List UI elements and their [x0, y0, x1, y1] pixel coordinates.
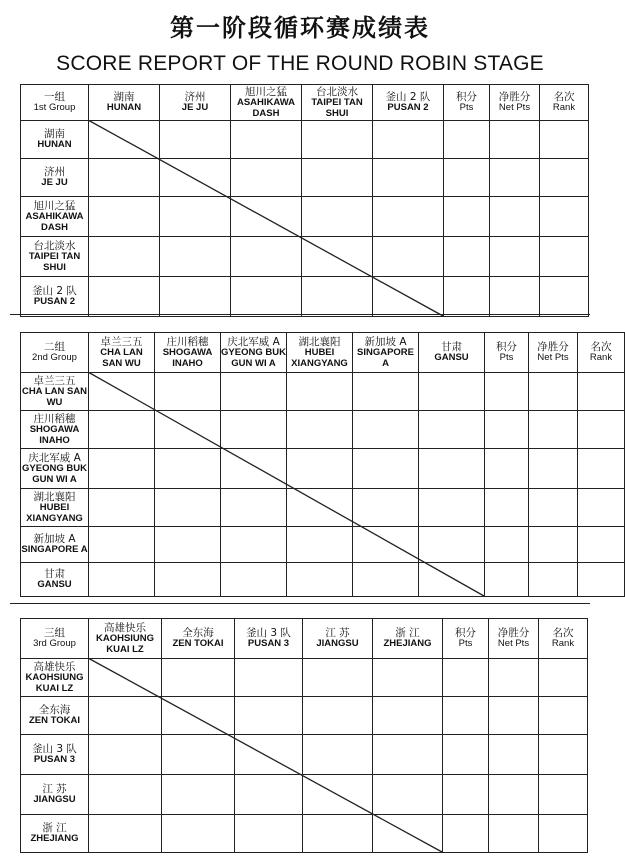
team-name-english: SHOGAWA INAHO	[162, 347, 213, 369]
stat-label-chinese: 名次	[590, 341, 612, 354]
diagonal-cell	[89, 373, 155, 411]
team-row	[21, 277, 589, 317]
group-2-score-table	[20, 332, 613, 597]
net-points-cell[interactable]	[490, 277, 540, 317]
score-cell[interactable]	[221, 489, 287, 527]
group-3-score-table	[20, 618, 588, 853]
score-cell[interactable]	[419, 449, 485, 489]
team-name-chinese: 江 苏	[42, 783, 67, 796]
team-row-header	[21, 121, 89, 159]
group-name-english: 1st Group	[33, 102, 76, 114]
diagonal-cell	[235, 735, 303, 775]
team-row-header	[21, 659, 89, 697]
team-name-chinese: 台北淡水	[33, 240, 76, 252]
team-name-english: GYEONG BUK GUN WI A	[221, 347, 286, 369]
diagonal-cell	[160, 159, 231, 197]
team-column-header	[221, 333, 287, 373]
net-points-cell[interactable]	[490, 121, 540, 159]
diagonal-cell	[89, 121, 160, 159]
score-table	[20, 332, 625, 597]
team-name-chinese: 甘肃	[441, 341, 462, 354]
team-name-english: ZEN TOKAI	[28, 715, 81, 727]
team-name-english: GANSU	[434, 352, 469, 364]
points-cell[interactable]	[443, 659, 489, 697]
stat-label-english: Pts	[458, 638, 473, 650]
group-name-chinese: 二组	[44, 341, 65, 354]
rank-cell[interactable]	[578, 527, 625, 563]
team-row-header	[21, 159, 89, 197]
team-name-english: GYEONG BUK GUN WI A	[22, 463, 87, 485]
team-row	[21, 237, 589, 277]
score-cell[interactable]	[162, 815, 235, 853]
group-name-english: 3rd Group	[33, 638, 76, 650]
score-cell[interactable]	[160, 121, 231, 159]
score-cell[interactable]	[353, 489, 419, 527]
team-name-english: PUSAN 3	[247, 638, 290, 650]
group-label-cell	[21, 333, 89, 373]
score-cell[interactable]	[419, 373, 485, 411]
score-cell[interactable]	[231, 277, 302, 317]
rank-cell[interactable]	[578, 449, 625, 489]
team-row	[21, 411, 625, 449]
team-row	[21, 489, 625, 527]
team-row	[21, 815, 588, 853]
team-column-header	[302, 85, 373, 121]
diagonal-cell	[287, 489, 353, 527]
team-column-header	[160, 85, 231, 121]
score-table	[20, 618, 588, 853]
team-row-header	[21, 697, 89, 735]
group-label-cell	[21, 85, 89, 121]
score-cell[interactable]	[287, 527, 353, 563]
rank-cell[interactable]	[540, 121, 589, 159]
stat-label-english: Pts	[499, 352, 514, 364]
score-cell[interactable]	[89, 697, 162, 735]
team-name-chinese: 庆北军威 A	[28, 452, 81, 464]
score-cell[interactable]	[89, 563, 155, 597]
team-name-chinese: 庄川稻穗	[33, 413, 76, 425]
score-cell[interactable]	[89, 449, 155, 489]
score-cell[interactable]	[89, 489, 155, 527]
score-cell[interactable]	[221, 373, 287, 411]
team-name-english: HUNAN	[37, 139, 72, 151]
stat-label-chinese: 净胜分	[537, 341, 569, 354]
rank-cell[interactable]	[578, 411, 625, 449]
net-points-cell[interactable]	[489, 659, 539, 697]
score-cell[interactable]	[302, 277, 373, 317]
team-name-chinese: 釜山 2 队	[385, 91, 431, 104]
score-cell[interactable]	[89, 237, 160, 277]
team-row	[21, 735, 588, 775]
diagonal-cell	[373, 815, 443, 853]
points-cell[interactable]	[485, 411, 529, 449]
diagonal-cell	[419, 563, 485, 597]
rank-cell[interactable]	[540, 237, 589, 277]
team-name-chinese: 湖北襄阳	[33, 491, 76, 503]
rank-cell[interactable]	[539, 697, 588, 735]
net-points-cell[interactable]	[489, 697, 539, 735]
team-name-chinese: 旭川之猛	[33, 200, 76, 212]
team-name-chinese: 济州	[184, 91, 206, 104]
diagonal-cell	[231, 197, 302, 237]
stat-label-english: Rank	[589, 352, 613, 364]
team-row	[21, 527, 625, 563]
net-points-cell[interactable]	[529, 527, 578, 563]
team-name-chinese: 江 苏	[325, 627, 350, 640]
team-name-chinese: 台北淡水	[316, 86, 358, 98]
team-name-english: JE JU	[41, 177, 68, 189]
team-name-chinese: 高雄快乐	[104, 622, 146, 634]
points-cell[interactable]	[485, 527, 529, 563]
group-name-english: 2nd Group	[32, 352, 77, 364]
team-row-header	[21, 277, 89, 317]
score-cell[interactable]	[287, 449, 353, 489]
team-name-chinese: 釜山 3 队	[246, 627, 291, 640]
team-name-english: ASAHIKAWA DASH	[25, 211, 84, 233]
diagonal-cell	[221, 449, 287, 489]
team-name-english: SINGAPORE A	[21, 544, 88, 556]
team-name-english: GANSU	[37, 579, 72, 591]
team-name-chinese: 湖南	[44, 128, 65, 141]
score-cell[interactable]	[155, 449, 221, 489]
net-points-cell[interactable]	[529, 449, 578, 489]
net-points-cell[interactable]	[489, 735, 539, 775]
team-name-chinese: 甘肃	[44, 568, 65, 581]
points-cell[interactable]	[485, 373, 529, 411]
score-cell[interactable]	[235, 659, 303, 697]
score-table	[20, 84, 589, 317]
team-row-header	[21, 449, 89, 489]
score-cell[interactable]	[160, 197, 231, 237]
team-row	[21, 775, 588, 815]
score-cell[interactable]	[89, 197, 160, 237]
team-column-header	[353, 333, 419, 373]
points-cell[interactable]	[485, 449, 529, 489]
diagonal-cell	[155, 411, 221, 449]
score-cell[interactable]	[221, 411, 287, 449]
score-cell[interactable]	[302, 197, 373, 237]
team-name-english: ZHEJIANG	[30, 833, 79, 845]
team-name-chinese: 济州	[44, 166, 65, 179]
score-cell[interactable]	[89, 411, 155, 449]
score-cell[interactable]	[373, 159, 444, 197]
rank-cell[interactable]	[578, 489, 625, 527]
group-1-score-table	[20, 84, 588, 317]
rank-cell[interactable]	[540, 159, 589, 197]
team-row	[21, 697, 588, 735]
stat-label-chinese: 名次	[552, 627, 574, 640]
stat-column-header	[540, 85, 589, 121]
team-column-header	[231, 85, 302, 121]
rank-cell[interactable]	[540, 277, 589, 317]
group-name-chinese: 一组	[44, 91, 65, 104]
diagonal-cell	[89, 659, 162, 697]
score-cell[interactable]	[231, 159, 302, 197]
team-name-english: SHOGAWA INAHO	[29, 424, 80, 446]
score-cell[interactable]	[235, 815, 303, 853]
team-row-header	[21, 237, 89, 277]
score-cell[interactable]	[160, 277, 231, 317]
points-cell[interactable]	[443, 735, 489, 775]
stat-label-chinese: 名次	[553, 91, 575, 104]
team-row-header	[21, 373, 89, 411]
team-column-header	[89, 85, 160, 121]
team-row	[21, 373, 625, 411]
team-name-english: KAOHSIUNG KUAI LZ	[95, 633, 155, 655]
points-cell[interactable]	[485, 563, 529, 597]
score-cell[interactable]	[287, 411, 353, 449]
team-name-english: PUSAN 3	[33, 754, 76, 766]
score-cell[interactable]	[373, 197, 444, 237]
team-name-chinese: 湖南	[113, 91, 135, 104]
score-cell[interactable]	[353, 373, 419, 411]
team-name-english: CHA LAN SAN WU	[100, 347, 143, 369]
score-cell[interactable]	[155, 489, 221, 527]
stat-column-header	[443, 619, 489, 659]
score-cell[interactable]	[155, 527, 221, 563]
team-name-english: HUBEI XIANGYANG	[291, 347, 348, 369]
team-row	[21, 121, 589, 159]
team-row	[21, 659, 588, 697]
diagonal-cell	[303, 775, 373, 815]
net-points-cell[interactable]	[529, 563, 578, 597]
score-cell[interactable]	[303, 697, 373, 735]
score-cell[interactable]	[235, 697, 303, 735]
score-cell[interactable]	[373, 121, 444, 159]
points-cell[interactable]	[485, 489, 529, 527]
header-row	[21, 333, 625, 373]
team-row-header	[21, 489, 89, 527]
points-cell[interactable]	[444, 121, 490, 159]
stat-label-chinese: 净胜分	[498, 91, 531, 104]
stat-column-header	[489, 619, 539, 659]
team-name-chinese: 浙 江	[395, 627, 420, 640]
team-name-chinese: 卓兰三五	[33, 375, 76, 387]
team-row	[21, 449, 625, 489]
net-points-cell[interactable]	[489, 815, 539, 853]
team-name-chinese: 旭川之猛	[245, 86, 287, 98]
points-cell[interactable]	[444, 237, 490, 277]
team-name-english: TAIPEI TAN SHUI	[311, 97, 363, 119]
stat-label-english: Net Pts	[497, 638, 530, 650]
score-cell[interactable]	[373, 775, 443, 815]
team-column-header	[373, 619, 443, 659]
rank-cell[interactable]	[540, 197, 589, 237]
score-cell[interactable]	[89, 527, 155, 563]
team-name-chinese: 卓兰三五	[100, 336, 143, 348]
score-cell[interactable]	[155, 373, 221, 411]
team-name-english: JE JU	[181, 102, 209, 114]
team-row-header	[21, 563, 89, 597]
diagonal-cell	[353, 527, 419, 563]
net-points-cell[interactable]	[490, 197, 540, 237]
score-cell[interactable]	[162, 659, 235, 697]
team-name-english: TAIPEI TAN SHUI	[28, 251, 81, 273]
team-column-header	[89, 333, 155, 373]
score-cell[interactable]	[373, 697, 443, 735]
team-row-header	[21, 197, 89, 237]
score-cell[interactable]	[302, 159, 373, 197]
score-cell[interactable]	[235, 775, 303, 815]
score-cell[interactable]	[89, 815, 162, 853]
team-row-header	[21, 411, 89, 449]
score-cell[interactable]	[353, 563, 419, 597]
score-cell[interactable]	[419, 527, 485, 563]
score-cell[interactable]	[373, 735, 443, 775]
net-points-cell[interactable]	[489, 775, 539, 815]
page-title-english: SCORE REPORT OF THE ROUND ROBIN STAGE	[56, 52, 544, 75]
score-cell[interactable]	[89, 159, 160, 197]
diagonal-cell	[302, 237, 373, 277]
team-name-english: ASAHIKAWA DASH	[236, 97, 296, 119]
score-cell[interactable]	[89, 735, 162, 775]
team-name-chinese: 新加坡 A	[364, 336, 407, 348]
diagonal-cell	[373, 277, 444, 317]
stat-label-english: Net Pts	[498, 102, 531, 114]
stat-label-english: Rank	[551, 638, 575, 650]
header-row	[21, 619, 588, 659]
score-cell[interactable]	[162, 775, 235, 815]
team-row-header	[21, 527, 89, 563]
rank-cell[interactable]	[539, 775, 588, 815]
team-column-header	[155, 333, 221, 373]
stat-column-header	[539, 619, 588, 659]
score-cell[interactable]	[287, 563, 353, 597]
rank-cell[interactable]	[539, 735, 588, 775]
stat-column-header	[490, 85, 540, 121]
team-name-english: KAOHSIUNG KUAI LZ	[25, 672, 84, 694]
score-cell[interactable]	[303, 735, 373, 775]
team-column-header	[373, 85, 444, 121]
score-cell[interactable]	[419, 489, 485, 527]
score-cell[interactable]	[303, 659, 373, 697]
stat-label-english: Pts	[459, 102, 474, 114]
points-cell[interactable]	[444, 277, 490, 317]
stat-label-chinese: 净胜分	[497, 627, 530, 640]
stat-column-header	[485, 333, 529, 373]
team-name-chinese: 湖北襄阳	[298, 336, 341, 348]
team-column-header	[303, 619, 373, 659]
team-name-english: HUNAN	[106, 102, 142, 114]
team-name-chinese: 高雄快乐	[33, 661, 76, 673]
score-cell[interactable]	[353, 449, 419, 489]
stat-label-english: Net Pts	[537, 352, 569, 364]
team-name-chinese: 釜山 3 队	[32, 743, 77, 756]
team-row-header	[21, 735, 89, 775]
stat-column-header	[444, 85, 490, 121]
team-name-english: CHA LAN SAN WU	[21, 386, 88, 408]
score-cell[interactable]	[89, 277, 160, 317]
team-name-chinese: 新加坡 A	[33, 533, 76, 546]
page-title-chinese: 第一阶段循环赛成绩表	[170, 14, 430, 42]
net-points-cell[interactable]	[529, 411, 578, 449]
score-cell[interactable]	[373, 659, 443, 697]
points-cell[interactable]	[443, 775, 489, 815]
score-cell[interactable]	[231, 121, 302, 159]
net-points-cell[interactable]	[529, 489, 578, 527]
net-points-cell[interactable]	[490, 237, 540, 277]
score-cell[interactable]	[353, 411, 419, 449]
score-cell[interactable]	[303, 815, 373, 853]
points-cell[interactable]	[443, 815, 489, 853]
score-cell[interactable]	[287, 373, 353, 411]
net-points-cell[interactable]	[490, 159, 540, 197]
team-name-english: JIANGSU	[33, 794, 76, 806]
team-name-chinese: 全东海	[38, 704, 71, 717]
separator-line	[10, 603, 590, 604]
team-column-header	[287, 333, 353, 373]
rank-cell[interactable]	[539, 659, 588, 697]
score-cell[interactable]	[89, 775, 162, 815]
score-cell[interactable]	[231, 237, 302, 277]
team-row	[21, 563, 625, 597]
header-row	[21, 85, 589, 121]
score-cell[interactable]	[160, 237, 231, 277]
team-row-header	[21, 815, 89, 853]
stat-column-header	[529, 333, 578, 373]
stat-label-chinese: 积分	[455, 627, 476, 640]
score-cell[interactable]	[155, 563, 221, 597]
stat-label-chinese: 积分	[496, 341, 517, 354]
stat-label-chinese: 积分	[456, 91, 477, 104]
group-label-cell	[21, 619, 89, 659]
team-name-chinese: 浙 江	[42, 822, 67, 835]
rank-cell[interactable]	[578, 563, 625, 597]
score-cell[interactable]	[221, 563, 287, 597]
group-name-chinese: 三组	[44, 627, 65, 640]
points-cell[interactable]	[444, 197, 490, 237]
team-row-header	[21, 775, 89, 815]
score-cell[interactable]	[302, 121, 373, 159]
team-column-header	[89, 619, 162, 659]
team-name-chinese: 釜山 2 队	[32, 285, 77, 298]
team-name-english: PUSAN 2	[33, 296, 76, 308]
team-name-english: SINGAPORE A	[356, 347, 414, 369]
score-cell[interactable]	[419, 411, 485, 449]
team-name-english: PUSAN 2	[387, 102, 429, 114]
team-name-english: JIANGSU	[316, 638, 359, 650]
team-row	[21, 159, 589, 197]
team-name-chinese: 庆北军威 A	[227, 336, 280, 348]
team-name-english: ZHEJIANG	[383, 638, 432, 650]
points-cell[interactable]	[443, 697, 489, 735]
net-points-cell[interactable]	[529, 373, 578, 411]
diagonal-cell	[162, 697, 235, 735]
stat-label-english: Rank	[552, 102, 576, 114]
team-column-header	[419, 333, 485, 373]
team-name-english: HUBEI XIANGYANG	[26, 502, 83, 524]
score-cell[interactable]	[221, 527, 287, 563]
team-name-chinese: 庄川稻穗	[166, 336, 209, 348]
rank-cell[interactable]	[539, 815, 588, 853]
team-name-english: ZEN TOKAI	[172, 638, 224, 650]
team-name-chinese: 全东海	[182, 627, 214, 640]
score-cell[interactable]	[373, 237, 444, 277]
stat-column-header	[578, 333, 625, 373]
rank-cell[interactable]	[578, 373, 625, 411]
score-cell[interactable]	[162, 735, 235, 775]
team-column-header	[162, 619, 235, 659]
team-column-header	[235, 619, 303, 659]
team-row	[21, 197, 589, 237]
points-cell[interactable]	[444, 159, 490, 197]
